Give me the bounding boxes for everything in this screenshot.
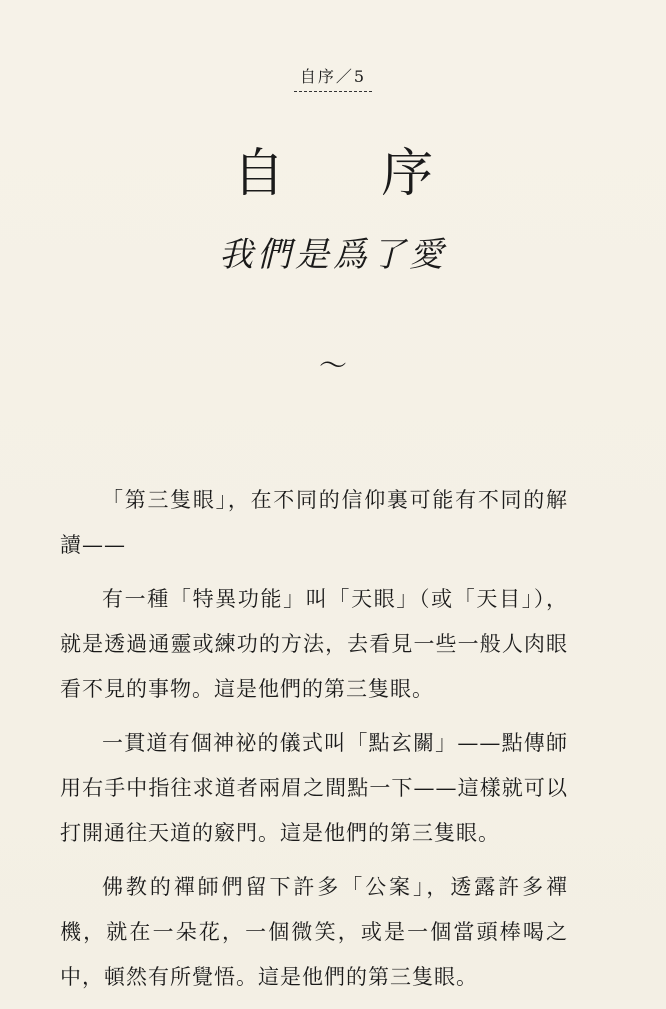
- paragraph-1: 「第三隻眼」，在不同的信仰裏可能有不同的解讀——: [60, 488, 568, 557]
- ornament-divider: 〜: [318, 349, 347, 382]
- running-head-section: 自序: [299, 67, 336, 86]
- chapter-subtitle: 我們是爲了愛: [219, 235, 447, 275]
- page-number: 5: [353, 67, 367, 86]
- running-head-text: [294, 64, 372, 92]
- paragraph-4: 佛教的禪師們留下許多「公案」，透露許多禪機，就在一朵花，一個微笑，或是一個當頭棒喝之中，頓然有所覺悟。這是他們的第三隻眼。: [60, 875, 568, 989]
- paragraph-2: 有一種「特異功能」叫「天眼」（或「天目」），就是透過通靈或練功的方法，去看見一些一般人肉眼看不見的事物。這是他們的第三隻眼。: [60, 587, 568, 701]
- running-head: [0, 64, 666, 92]
- paragraph-3: 一貫道有個神祕的儀式叫「點玄關」——點傳師用右手中指往求道者兩眉之間點一下——這樣就可以打開通往天道的竅門。這是他們的第三隻眼。: [60, 731, 568, 845]
- body-text: [60, 478, 568, 1009]
- running-head-separator: ／: [335, 67, 354, 86]
- chapter-title: 自 序: [232, 144, 474, 204]
